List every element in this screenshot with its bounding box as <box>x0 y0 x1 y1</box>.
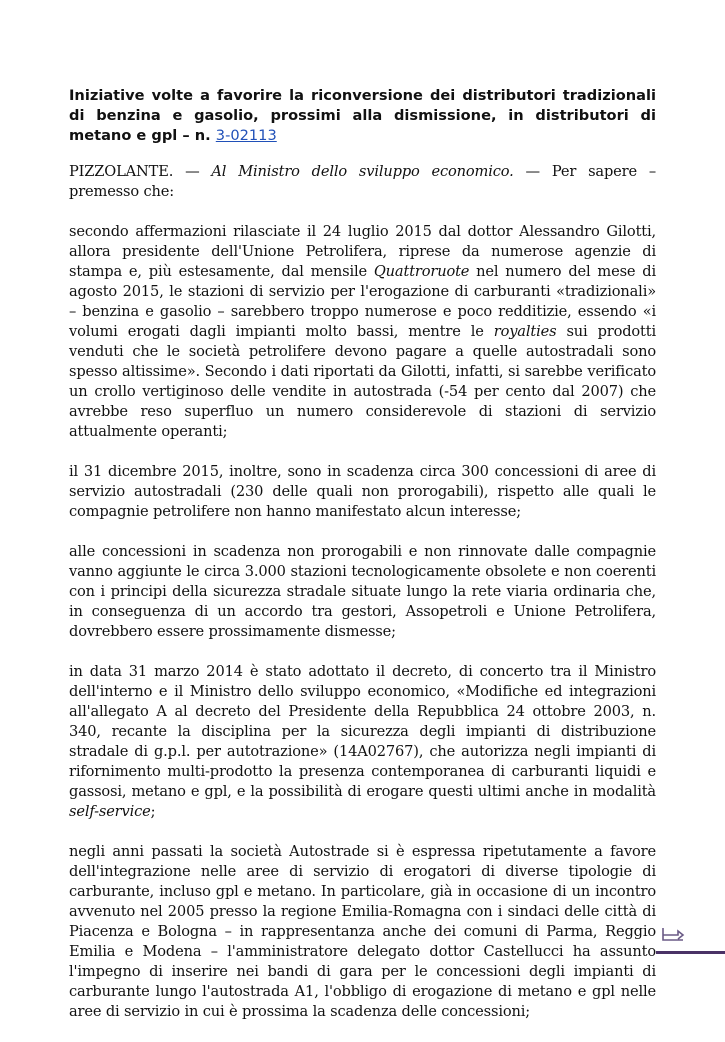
paragraph-2: il 31 dicembre 2015, inoltre, sono in scadenza circa 300 concessioni di aree di servizio autostradali (230 delle quali non prorogabili), rispetto alle quali le compagnie petrolifere non hanno manifestato alcun interesse; <box>69 463 656 520</box>
p1-royalties: royalties <box>493 323 557 340</box>
opening-rest: — Per sapere – premesso che: <box>69 163 656 200</box>
p1-magazine-title: Quattroruote <box>373 263 470 280</box>
p4-text-c: ; <box>150 803 156 820</box>
p1-text-e: sui prodotti venduti che le società petrolifere devono pagare a quelle autostradali sono spesso altissime». Secondo i dati riportati da Gilotti, infatti, si sarebbe verificato un crollo vertiginoso delle vendite in autostrada (-54 per cento dal 2007) che avrebbe reso superfluo un numero considerevole di stazioni di servizio attualmente operanti; <box>69 323 657 440</box>
paragraph-1 <box>69 222 656 442</box>
p1-text-c: nel numero del mese di agosto 2015, le stazioni di servizio per l'erogazione di carburanti «tradizionali» – benzina e gasolio – sarebbero troppo numerose e poco redditizie, essendo «i volumi erogati dagli impianti molto bassi, mentre le <box>69 263 656 340</box>
p1-text-a: secondo affermazioni rilasciate il 24 luglio 2015 dal dottor Alessandro Gilotti, allora presidente dell'Unione Petrolifera, riprese da numerose agenzie di stampa e, più estesamente, dal mensile <box>69 223 656 280</box>
paragraph-3: alle concessioni in scadenza non prorogabili e non rinnovate dalle compagnie vanno aggiunte le circa 3.000 stazioni tecnologicamente obsolete e non coerenti con i principi della sicurezza stradale situate lungo la rete viaria ordinaria che, in conseguenza di un accordo tra gestori, Assopetroli e Unione Petrolifera, dovrebbero essere prossimamente dismesse; <box>69 543 656 640</box>
footer-rule <box>656 951 725 954</box>
p4-self-service: self-service <box>69 803 151 820</box>
opening-paragraph <box>69 162 656 202</box>
addressee: Al Ministro dello sviluppo economico. <box>211 163 514 180</box>
author-name: PIZZOLANTE. — <box>69 163 212 180</box>
page-arrow-icon[interactable] <box>660 926 686 942</box>
interrogation-title <box>69 86 656 146</box>
document-body <box>69 86 656 1042</box>
paragraph-4 <box>69 662 656 822</box>
paragraph-5: negli anni passati la società Autostrade si è espressa ripetutamente a favore dell'integrazione nelle aree di servizio di erogatori di diverse tipologie di carburante, incluso gpl e metano. In particolare, già in occasione di un incontro avvenuto nel 2005 presso la regione Emilia-Romagna con i sindaci delle città di Piacenza e Bologna – in rappresentanza anche dei comuni di Parma, Reggio Emilia e Modena – l'amministratore delegato dottor Castellucci ha assunto l'impegno di inserire nei bandi di gara per le concessioni degli impianti di carburante lungo l'autostrada A1, l'obbligo di erogazione di metano e gpl nelle aree di servizio in cui è prossima la scadenza delle concessioni; <box>69 843 656 1020</box>
p4-text-a: in data 31 marzo 2014 è stato adottato il decreto, di concerto tra il Ministro dell'interno e il Ministro dello sviluppo economico, «Modifiche ed integrazioni all'allegato A al decreto del Presidente della Repubblica 24 ottobre 2003, n. 340, recante la disciplina per la sicurezza degli impianti di distribuzione stradale di g.p.l. per autotrazione» (14A02767), che autorizza negli impianti di rifornimento multi-prodotto la presenza contemporanea di carburanti liquidi e gassosi, metano e gpl, e la possibilità di erogare questi ultimi anche in modalità <box>69 663 656 800</box>
title-text: Iniziative volte a favorire la riconversione dei distributori tradizionali di benzina e gasolio, prossimi alla dismissione, in distributori di metano e gpl – n. <box>69 87 656 144</box>
reference-link[interactable]: 3-02113 <box>215 127 277 144</box>
